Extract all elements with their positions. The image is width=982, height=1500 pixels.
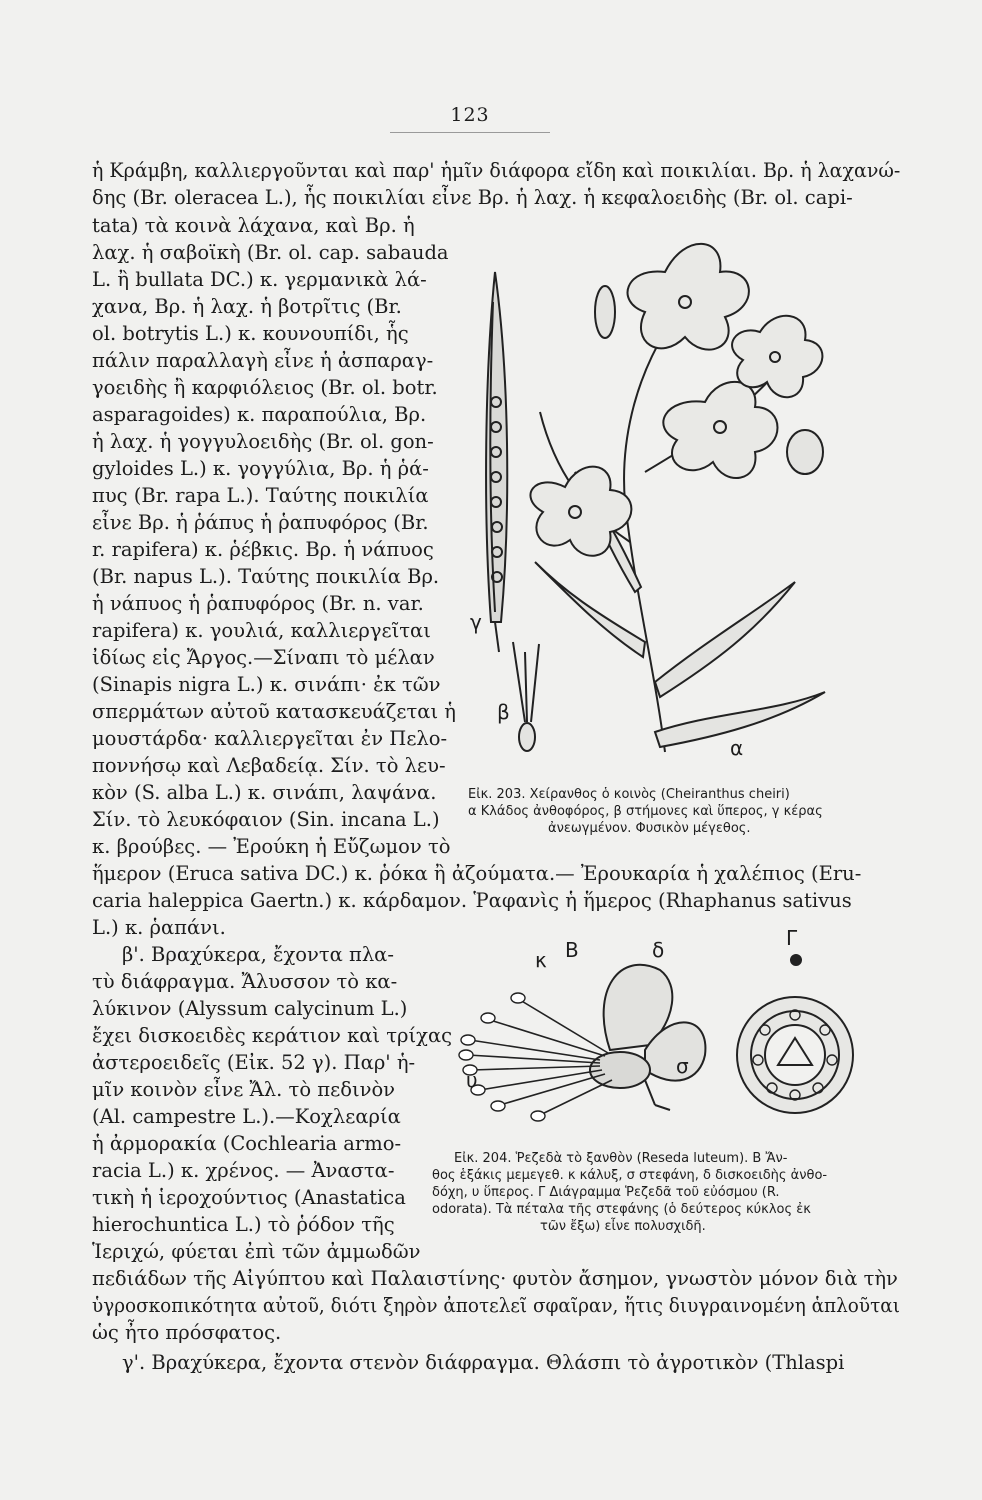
text-line: μουστάρδα· καλλιεργεῖται ἐν Πελο- — [92, 727, 448, 750]
text-line: πάλιν παραλλαγὴ εἶνε ἡ ἀσπαραγ- — [92, 349, 434, 372]
text-line: Ἱεριχώ, φύεται ἐπὶ τῶν ἀμμωδῶν — [92, 1240, 421, 1263]
text-line: τὺ διάφραγμα. Ἄλυσσον τὸ κα- — [92, 970, 398, 993]
text-line: Σίν. τὸ λευκόφαιον (Sin. incana L.) — [92, 808, 440, 831]
fig204-label-sigma: σ — [676, 1054, 689, 1078]
text-line: L. ἢ bullata DC.) κ. γερμανικὰ λά- — [92, 268, 427, 291]
text-line: hierochuntica L.) τὸ ῥόδον τῆς — [92, 1213, 395, 1236]
text-line: ποννήσῳ καὶ Λεβαδείᾳ. Σίν. τὸ λευ- — [92, 754, 446, 777]
fig204-caption-line: Εἰκ. 204. Ῥεζεδὰ τὸ ξανθὸν (Reseda luteum). B Ἄν- — [454, 1151, 788, 1166]
text-line: γ'. Βραχύκερα, ἔχοντα στενὸν διάφραγμα. Θλάσπι τὸ ἀγροτικὸν (Thlaspi — [122, 1351, 845, 1374]
fig203-caption-line: Εἰκ. 203. Χείρανθος ὁ κοινὸς (Cheiranthus cheiri) — [468, 787, 790, 802]
text-line: (Sinapis nigra L.) κ. σινάπι· ἐκ τῶν — [92, 673, 441, 696]
text-line: ἔχει δισκοειδὲς κεράτιον καὶ τρίχας — [92, 1024, 453, 1047]
text-line: σπερμάτων αὐτοῦ κατασκευάζεται ἡ — [92, 700, 456, 723]
text-line: ἡ Κράμβη, καλλιεργοῦνται καὶ παρ' ἡμῖν διάφορα εἴδη καὶ ποικιλίαι. Βρ. ἡ λαχανώ- — [92, 159, 901, 182]
text-line: γοειδὴς ἢ καρφιόλειος (Br. ol. botr. — [92, 376, 438, 399]
fig204-label-B: B — [565, 938, 579, 962]
text-line: ἡ ἀρμορακία (Cochlearia armo- — [92, 1132, 402, 1155]
text-line: πεδιάδων τῆς Αἰγύπτου καὶ Παλαιστίνης· φυτὸν ἄσημον, γνωστὸν μόνον διὰ τὴν — [92, 1267, 898, 1290]
text-line: (Br. napus L.). Ταύτης ποικιλία Βρ. — [92, 565, 440, 588]
text-line: r. rapifera) κ. ῥέβκις. Βρ. ἡ νάπυος — [92, 538, 434, 561]
text-line: πυς (Br. rapa L.). Ταύτης ποικιλία — [92, 484, 429, 507]
text-line: gyloides L.) κ. γογγύλια, Βρ. ἡ ῥά- — [92, 457, 429, 480]
text-line: ἥμερον (Eruca sativa DC.) κ. ῥόκα ἢ ἀζούματα.— Ἐρουκαρία ἡ χαλέπιος (Eru- — [92, 862, 862, 885]
page-number: 123 — [450, 104, 490, 126]
text-line: κὸν (S. alba L.) κ. σινάπι, λαψάνα. — [92, 781, 437, 804]
text-line: ol. botrytis L.) κ. κουνουπίδι, ἧς — [92, 322, 409, 345]
text-line: κ. βρούβες. — Ἐρούκη ἡ Εὔζωμον τὸ — [92, 835, 451, 858]
header-rule — [390, 132, 550, 133]
text-line: L.) κ. ῥαπάνι. — [92, 916, 226, 939]
text-line: (Al. campestre L.).—Κοχλεαρία — [92, 1105, 401, 1128]
text-line: ὡς ἦτο πρόσφατος. — [92, 1321, 282, 1344]
fig203-caption-line: ἀνεωγμένον. Φυσικὸν μέγεθος. — [548, 821, 751, 836]
fig204-caption-line: θος ἑξάκις μεμεγεθ. κ κάλυξ, σ στεφάνη, δ δισκοειδὴς ἀνθο- — [432, 1168, 828, 1183]
text-line: μῖν κοινὸν εἶνε Ἄλ. τὸ πεδινὸν — [92, 1078, 396, 1101]
fig203-label-alpha: α — [730, 736, 744, 760]
cheiranthus-illustration — [455, 212, 855, 772]
text-line: χανα, Βρ. ἡ λαχ. ἡ βοτρῖτις (Br. — [92, 295, 402, 318]
text-line: ἀστεροειδεῖς (Εἰκ. 52 γ). Παρ' ἡ- — [92, 1051, 416, 1074]
text-line: racia L.) κ. χρένος. — Ἀναστα- — [92, 1159, 395, 1182]
fig204-label-delta: δ — [652, 938, 665, 962]
fig204-caption-line: odorata). Τὰ πέταλα τῆς στεφάνης (ὁ δεύτερος κύκλος ἐκ — [432, 1202, 811, 1217]
fig203-label-beta: β — [497, 700, 510, 724]
text-line: λαχ. ἡ σαβοϊκὴ (Br. ol. cap. sabauda — [92, 241, 449, 264]
text-line: λύκινον (Alyssum calycinum L.) — [92, 997, 408, 1020]
fig204-label-kappa: κ — [535, 948, 547, 972]
text-line: β'. Βραχύκερα, ἔχοντα πλα- — [122, 943, 394, 966]
text-line: δης (Br. oleracea L.), ἧς ποικιλίαι εἶνε Βρ. ἡ λαχ. ἡ κεφαλοειδὴς (Br. ol. capi- — [92, 186, 853, 209]
text-line: ἡ λαχ. ἡ γογγυλοειδὴς (Br. ol. gon- — [92, 430, 434, 453]
text-line: asparagoides) κ. παραπούλια, Βρ. — [92, 403, 427, 426]
fig204-caption-line: δόχη, υ ὕπερος. Γ Διάγραμμα Ῥεζεδᾶ τοῦ εὐόσμου (R. — [432, 1185, 780, 1200]
text-line: rapifera) κ. γουλιά, καλλιεργεῖται — [92, 619, 431, 642]
text-line: εἶνε Βρ. ἡ ῥάπυς ἡ ῥαπυφόρος (Br. — [92, 511, 429, 534]
fig204-label-upsilon: υ — [466, 1068, 478, 1092]
fig203-label-gamma: γ — [470, 610, 482, 634]
fig204-label-Gamma: Γ — [786, 926, 798, 950]
text-line: τικὴ ἡ ἱεροχούντιος (Anastatica — [92, 1186, 406, 1209]
text-line: ὑγροσκοπικότητα αὐτοῦ, διότι ξηρὸν ἀποτελεῖ σφαῖραν, ἥτις διυγραινομένη ἁπλοῦται — [92, 1294, 900, 1317]
text-line: ἰδίως εἰς Ἄργος.—Σίναπι τὸ μέλαν — [92, 646, 435, 669]
text-line: caria haleppica Gaertn.) κ. κάρδαμον. Ῥαφανὶς ἡ ἥμερος (Rhaphanus sativus — [92, 889, 852, 912]
fig203-caption-line: α Κλάδος ἀνθοφόρος, β στήμονες καὶ ὕπερος, γ κέρας — [468, 804, 823, 819]
fig204-caption-line: τῶν ἔξω) εἶνε πολυσχιδῆ. — [540, 1219, 706, 1234]
text-line: tata) τὰ κοινὰ λάχανα, καὶ Βρ. ἡ — [92, 214, 415, 237]
text-line: ἡ νάπυος ἡ ῥαπυφόρος (Br. n. var. — [92, 592, 424, 615]
